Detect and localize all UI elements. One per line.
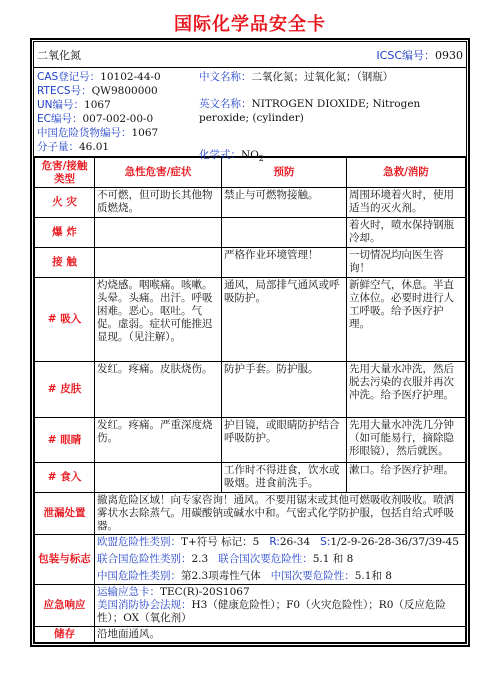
chinese-name: 二氧化氮；过氧化氮；（钢瓶）	[251, 71, 394, 83]
substance-header	[34, 42, 466, 68]
hazard-table	[34, 157, 466, 643]
table-row: # 眼睛 发红。疼痛。严重深度烧伤。 护目镜，或眼睛防护结合呼吸防护。 先用大量水冲洗几分钟（如可能易行，摘除隐形眼镜），然后就医。	[35, 418, 466, 463]
ec-number: 007-002-00-0	[82, 113, 154, 125]
leak-text: 撤离危险区域！向专家咨询！通风。不要用锯末或其他可燃吸收剂吸收。喷洒雾状水去除蒸气。用碳酸钠或碱水中和。气密式化学防护服，包括自给式呼吸器。	[95, 493, 466, 535]
storage-text: 沿地面通风。	[95, 627, 466, 643]
packaging-row	[35, 535, 466, 585]
icsc-number: ICSC编号：0930	[376, 48, 463, 62]
header-aid: 急救/消防	[347, 158, 466, 188]
cn-dangerous-goods-number: 1067	[131, 127, 159, 139]
storage-label: 储存	[35, 627, 95, 643]
identification-block	[34, 68, 466, 164]
emergency-row	[35, 585, 466, 627]
safety-card	[30, 38, 470, 647]
header-prevention: 预防	[222, 158, 347, 188]
packaging-label: 包装与标志	[35, 535, 95, 585]
header-type: 危害/接触类型	[35, 158, 95, 188]
rtecs-number: QW9800000	[91, 85, 158, 97]
table-row: 火 灾 不可燃，但可助长其他物质燃烧。 禁止与可燃物接触。 周围环境着火时，使用适当的灭火剂。	[35, 188, 466, 218]
emergency-label: 应急响应	[35, 585, 95, 627]
identifiers: CAS登记号：10102-44-0 RTECS号：QW9800000 UN编号：1067 EC编号：007-002-00-0 中国危险货物编号：1067 分子量：46.01	[37, 71, 161, 153]
page-title: 国际化学品安全卡	[174, 14, 326, 35]
table-row: # 吸入 灼烧感。咽喉痛。咳嗽。头晕。头痛。出汗。呼吸困难。恶心。呕吐。气促。虚弱。症状可能推迟显现。（见注解）。 通风，局部排气通风或呼吸防护。 新鲜空气，休息。半直立体位。必要时进行人工呼吸。给予医疗护理。	[35, 278, 466, 362]
table-row: 爆 炸 着火时，喷水保持钢瓶冷却。	[35, 218, 466, 248]
packaging-text: 欧盟危险性类别：T+符号 标记：5 R:26-34 S:1/2-9-26-28-36/37/39-45 联合国危险性类别：2.3 联合国次要危险性：5.1 和 8 中国危险性类别：第2.3项毒性气体 中国次要危险性：5.1和 8	[95, 535, 466, 585]
chemical-formula: 化学式：$NO_2$	[199, 149, 264, 164]
english-name: NITROGEN DIOXIDE; Nitrogen peroxide; (cylinder)	[199, 98, 421, 124]
emergency-text: 运输应急卡：TEC(R)-20S1067 美国消防协会法规：H3（健康危险性）；F0（火灾危险性）；R0（反应危险性）；OX（氧化剂）	[95, 585, 466, 627]
cas-number: 10102-44-0	[100, 71, 161, 83]
table-row: # 皮肤 发红。疼痛。皮肤烧伤。 防护手套。防护服。 先用大量水冲洗，然后脱去污染的衣服并再次冲洗。给予医疗护理。	[35, 362, 466, 418]
leak-label: 泄漏处置	[35, 493, 95, 535]
storage-row	[35, 627, 466, 643]
names: 中文名称：二氧化氮；过氧化氮；（钢瓶） 英文名称：NITROGEN DIOXIDE; Nitrogen peroxide; (cylinder) 化学式：$NO_2$	[196, 68, 466, 156]
un-number: 1067	[84, 99, 111, 111]
leak-row	[35, 493, 466, 535]
table-row: 接 触 严格作业环境管理！ 一切情况均向医生咨询！	[35, 248, 466, 278]
substance-name: 二氧化氮	[37, 48, 81, 62]
header-hazard: 急性危害/症状	[95, 158, 222, 188]
table-row: # 食入 工作时不得进食，饮水或吸烟。进食前洗手。 漱口。给予医疗护理。	[35, 463, 466, 493]
molecular-weight: 46.01	[79, 141, 110, 153]
